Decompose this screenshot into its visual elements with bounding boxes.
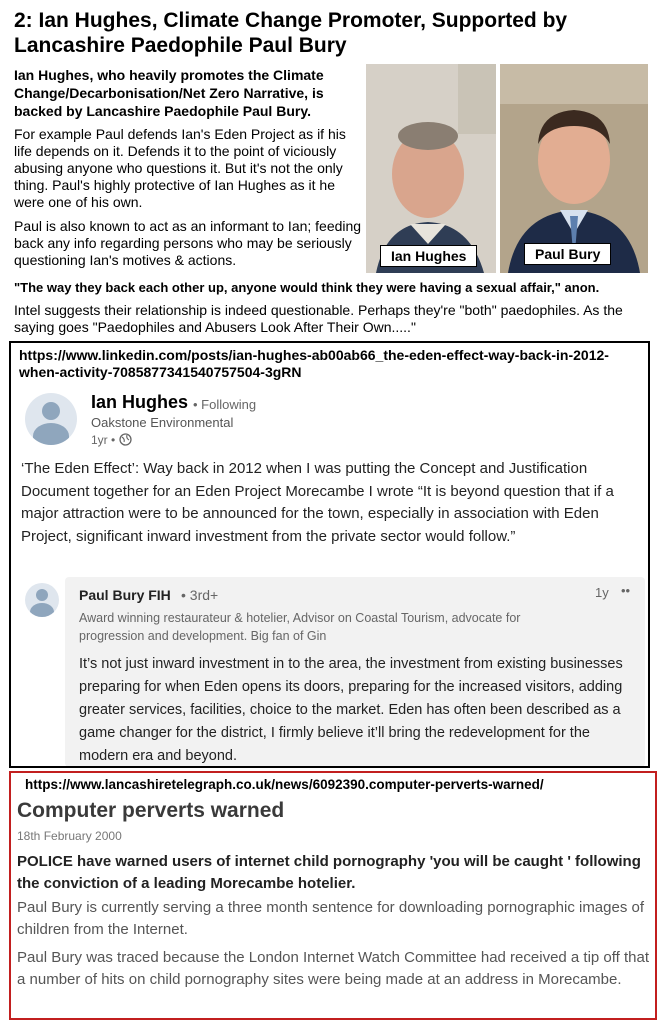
linkedin-url[interactable]: https://www.linkedin.com/posts/ian-hughes-ab00ab66_the-eden-effect-way-back-in-2012-when-activity-7085877341540757504-3gRN <box>19 347 609 380</box>
comment-text: It’s not just inward investment in to the area, the investment from existing businesses preparing for when Eden opens its doors, preparing for the increased visitors, adding greater services, facilities, choice to the market. Eden has often been described as a game changer for the district, I firmly believe it’ll bring the redevelopment for the modern era and beyond. <box>79 656 623 764</box>
article-date: 18th February 2000 <box>17 829 122 843</box>
portrait-illustration <box>366 64 496 273</box>
anonymous-quote: "The way they back each other up, anyone would think they were having a sexual affair," anon. <box>14 280 600 295</box>
intro-text: Ian Hughes, who heavily promotes the Climate Change/Decarbonisation/Net Zero Narrative, is backed by Lancashire Paedophile Paul Bury. <box>14 67 324 119</box>
photo-caption-left: Ian Hughes <box>380 245 477 267</box>
globe-icon <box>119 433 132 447</box>
news-article-panel <box>9 771 657 1020</box>
article-lead: POLICE have warned users of internet child pornography 'you will be caught ' following the conviction of a leading Morecambe hotelier. <box>17 853 641 892</box>
author-company: Oakstone Environmental <box>91 415 234 430</box>
commenter-headline: Award winning restaurateur & hotelier, Advisor on Coastal Tourism, advocate for progression and development. Big fan of Gin <box>79 611 521 643</box>
paul-bury-photo <box>500 64 648 273</box>
article-headline: Computer perverts warned <box>17 799 285 822</box>
following-status: • Following <box>193 397 257 412</box>
comment-card <box>65 577 645 767</box>
post-text: ‘The Eden Effect’: Way back in 2012 when I was putting the Concept and Justification Document together for an Eden Project Morecambe I wrote “It is beyond question that if a major attraction were to be announced for the town, especially in association with Eden Project, significant inward investment from the private sector would follow.” <box>21 460 614 545</box>
post-age: 1yr • <box>91 433 116 447</box>
commenter-avatar[interactable] <box>25 583 59 617</box>
commenter-name[interactable]: Paul Bury FIH <box>79 587 171 603</box>
author-name[interactable]: Ian Hughes <box>91 392 189 412</box>
body-paragraph-1: For example Paul defends Ian's Eden Project as if his life depends on it. Defends it to the point of viciously abusing anyone who questions it. But it's not the only thing. Paul's highly protective of Ian Hughes as it he were one of his own. <box>14 126 346 210</box>
page-title: 2: Ian Hughes, Climate Change Promoter, Supported by Lancashire Paedophile Paul Bury <box>14 9 568 57</box>
connection-degree: • 3rd+ <box>181 587 219 603</box>
comment-time: 1y <box>595 585 609 600</box>
comment-menu-icon[interactable]: •• <box>621 583 631 598</box>
photo-caption-right: Paul Bury <box>524 243 611 265</box>
ian-hughes-photo <box>366 64 496 273</box>
article-paragraph-1: Paul Bury is currently serving a three month sentence for downloading pornographic images of children from the Internet. <box>17 899 645 938</box>
post-time <box>91 433 132 447</box>
portrait-illustration <box>500 64 648 273</box>
body-paragraph-2: Paul is also known to act as an informant to Ian; feeding back any info regarding persons who may be seriously questioning Ian's motives & actions. <box>14 218 362 268</box>
linkedin-post-panel <box>9 341 650 768</box>
author-avatar[interactable] <box>25 393 77 445</box>
intel-paragraph: Intel suggests their relationship is indeed questionable. Perhaps they're "both" paedophiles. As the saying goes "Paedophiles and Abusers Look After Their Own....." <box>14 302 623 335</box>
news-url[interactable]: https://www.lancashiretelegraph.co.uk/news/6092390.computer-perverts-warned/ <box>25 777 544 792</box>
article-paragraph-2: Paul Bury was traced because the London Internet Watch Committee had received a tip off that a number of hits on child pornography sites were being made at an address in Morecambe. <box>17 949 650 988</box>
